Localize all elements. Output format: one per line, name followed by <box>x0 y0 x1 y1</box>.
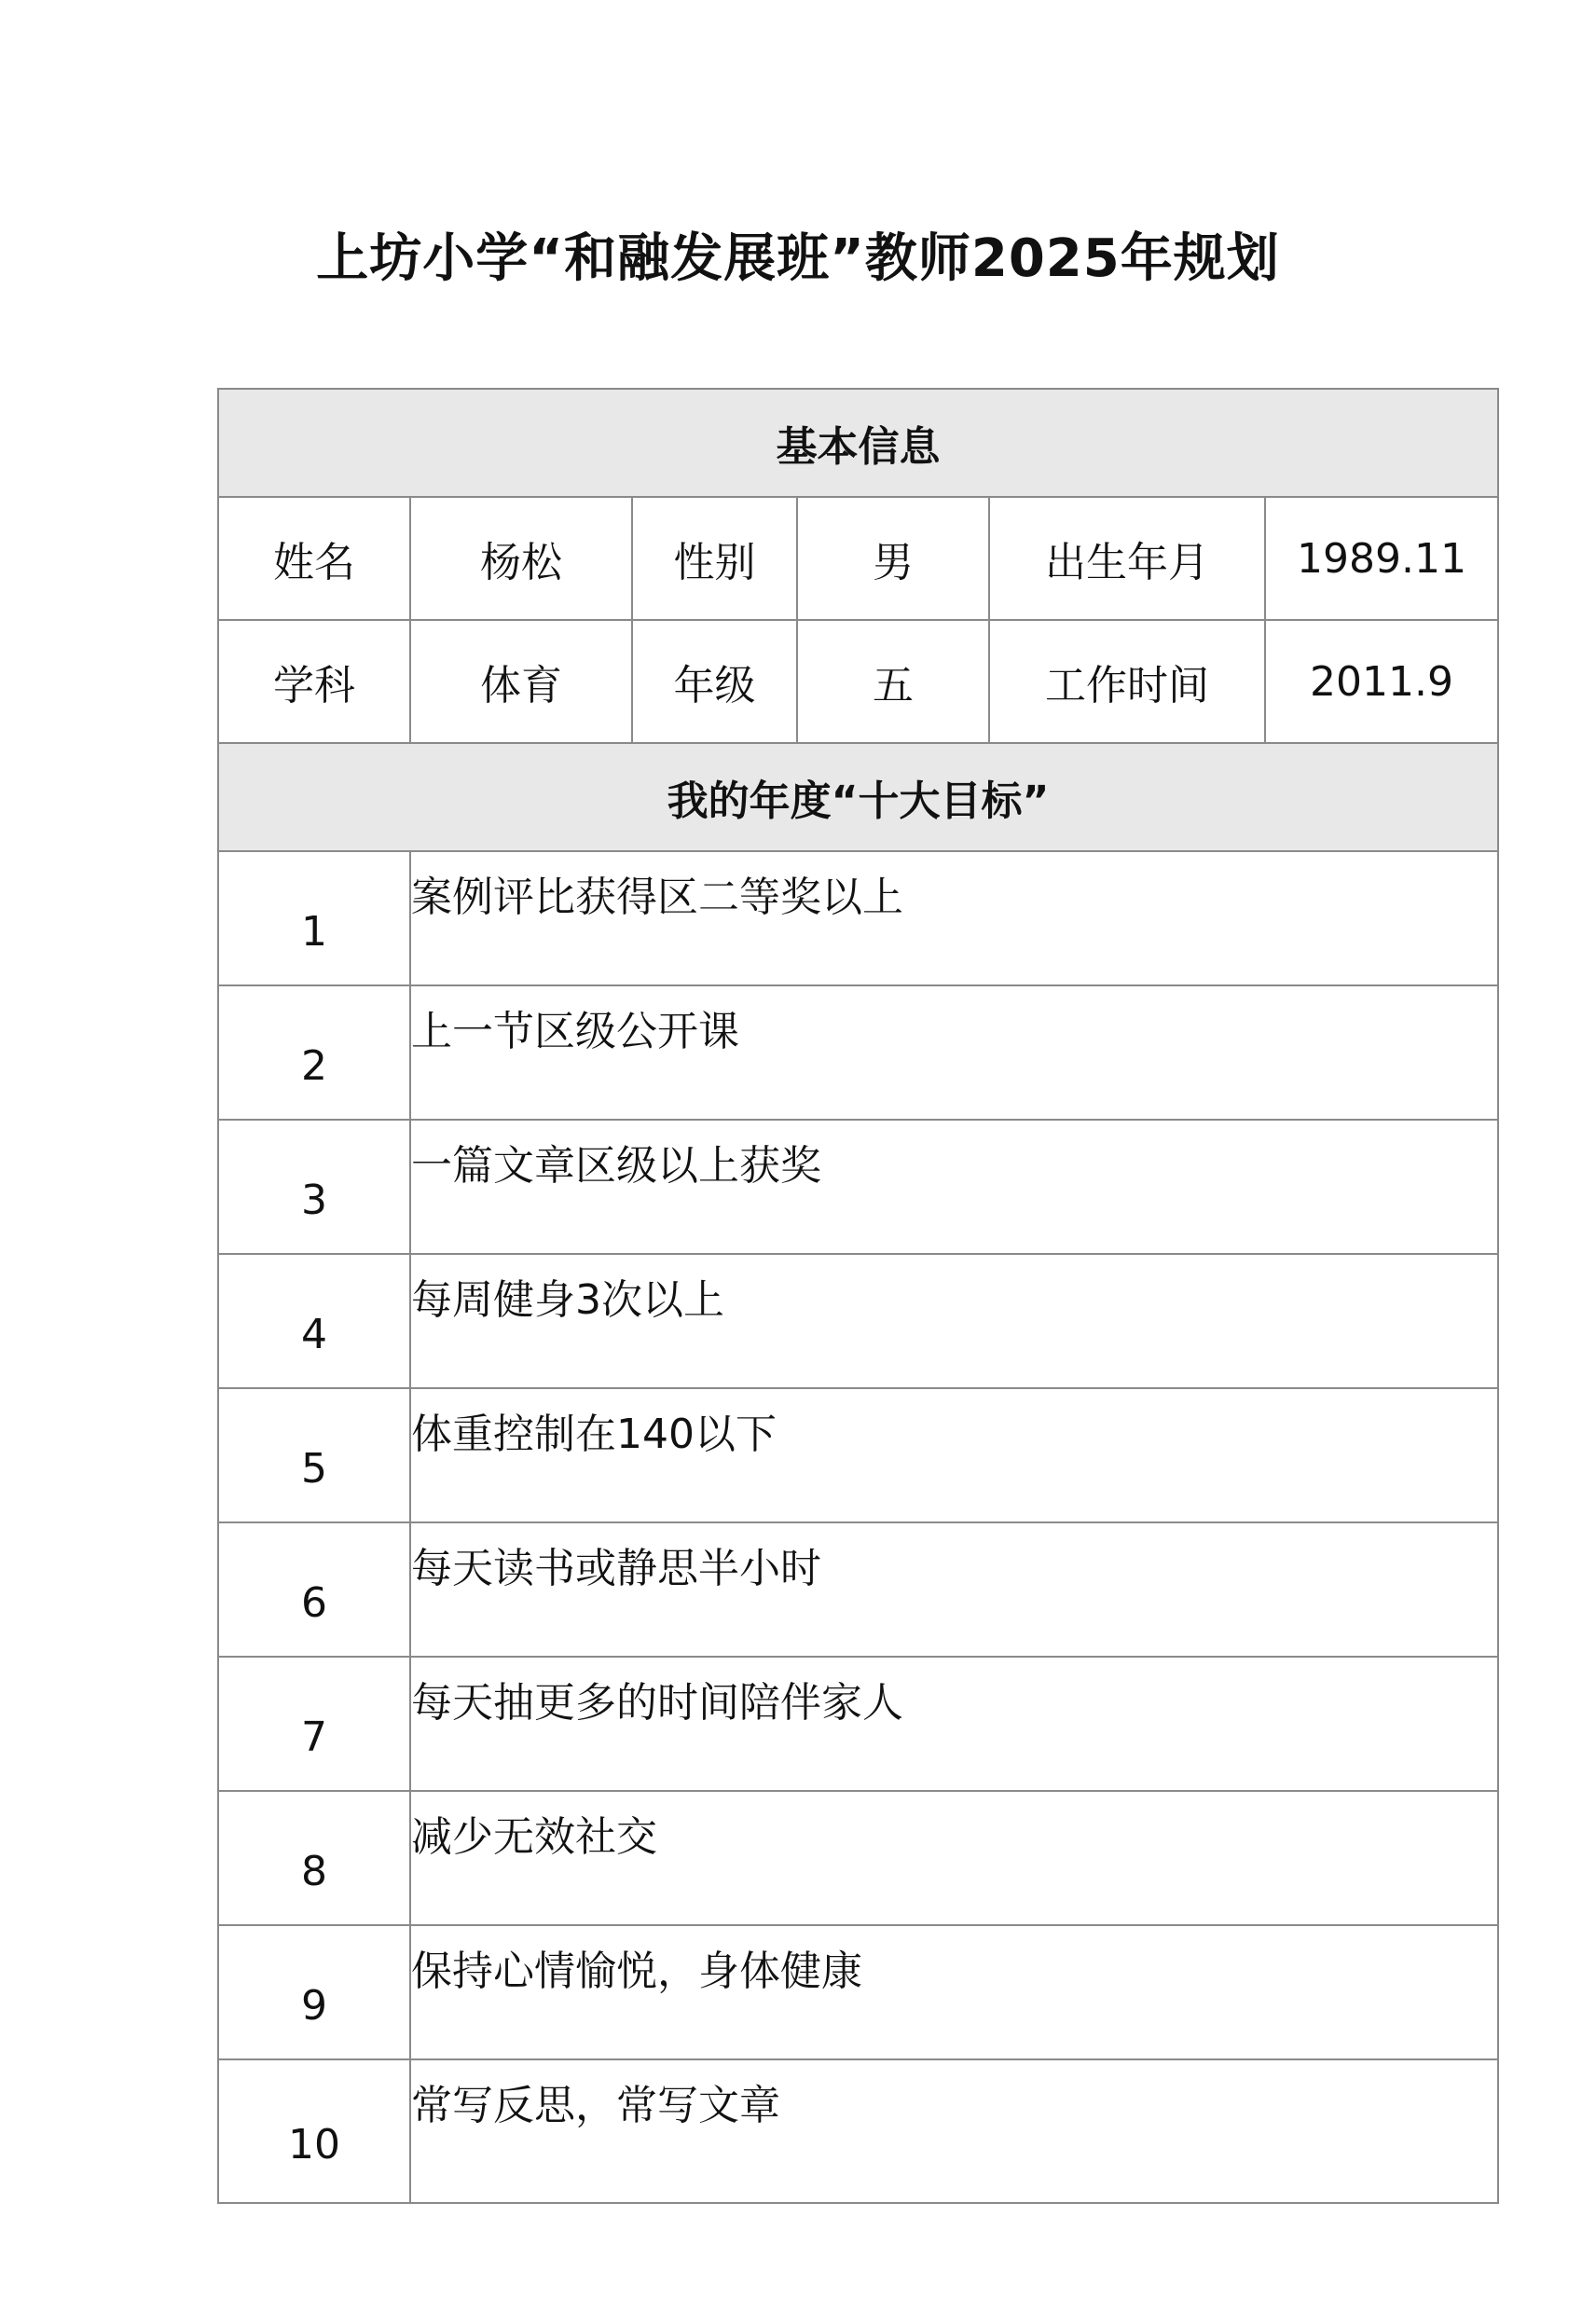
goal-number: 3 <box>218 1120 410 1254</box>
goal-text: 每周健身3次以上 <box>410 1254 1498 1388</box>
info-row <box>218 620 1498 743</box>
goal-row <box>218 1925 1498 2059</box>
name-label: 姓名 <box>218 497 410 620</box>
goal-text: 每天读书或静思半小时 <box>410 1522 1498 1657</box>
plan-table <box>217 388 1499 2204</box>
subject-label: 学科 <box>218 620 410 743</box>
goal-row <box>218 1657 1498 1791</box>
basic-info-heading: 基本信息 <box>218 389 1498 497</box>
goal-row <box>218 985 1498 1120</box>
goal-row <box>218 1254 1498 1388</box>
goal-number: 2 <box>218 985 410 1120</box>
birth-date-value: 1989.11 <box>1265 497 1498 620</box>
gender-value: 男 <box>797 497 989 620</box>
subject-value: 体育 <box>410 620 632 743</box>
goals-header-row <box>218 743 1498 851</box>
goal-text: 上一节区级公开课 <box>410 985 1498 1120</box>
goal-number: 9 <box>218 1925 410 2059</box>
goal-number: 5 <box>218 1388 410 1522</box>
goal-text: 保持心情愉悦，身体健康 <box>410 1925 1498 2059</box>
goal-number: 1 <box>218 851 410 985</box>
goal-row <box>218 1120 1498 1254</box>
grade-value: 五 <box>797 620 989 743</box>
name-value: 杨松 <box>410 497 632 620</box>
page-title: 上坊小学“和融发展班”教师2025年规划 <box>316 228 1280 289</box>
work-start-value: 2011.9 <box>1265 620 1498 743</box>
goal-text: 一篇文章区级以上获奖 <box>410 1120 1498 1254</box>
goal-number: 10 <box>218 2059 410 2203</box>
goal-text: 常写反思，常写文章 <box>410 2059 1498 2203</box>
goal-number: 8 <box>218 1791 410 1925</box>
goal-text: 体重控制在140以下 <box>410 1388 1498 1522</box>
goal-number: 7 <box>218 1657 410 1791</box>
goal-row <box>218 1791 1498 1925</box>
goals-heading: 我的年度“十大目标” <box>218 743 1498 851</box>
info-row <box>218 497 1498 620</box>
goal-text: 减少无效社交 <box>410 1791 1498 1925</box>
goal-number: 6 <box>218 1522 410 1657</box>
birth-date-label: 出生年月 <box>989 497 1265 620</box>
gender-label: 性别 <box>632 497 797 620</box>
work-start-label: 工作时间 <box>989 620 1265 743</box>
basic-info-header-row <box>218 389 1498 497</box>
goal-number: 4 <box>218 1254 410 1388</box>
goal-row <box>218 851 1498 985</box>
grade-label: 年级 <box>632 620 797 743</box>
goal-row <box>218 2059 1498 2203</box>
goal-row <box>218 1388 1498 1522</box>
goal-row <box>218 1522 1498 1657</box>
goal-text: 案例评比获得区二等奖以上 <box>410 851 1498 985</box>
goal-text: 每天抽更多的时间陪伴家人 <box>410 1657 1498 1791</box>
